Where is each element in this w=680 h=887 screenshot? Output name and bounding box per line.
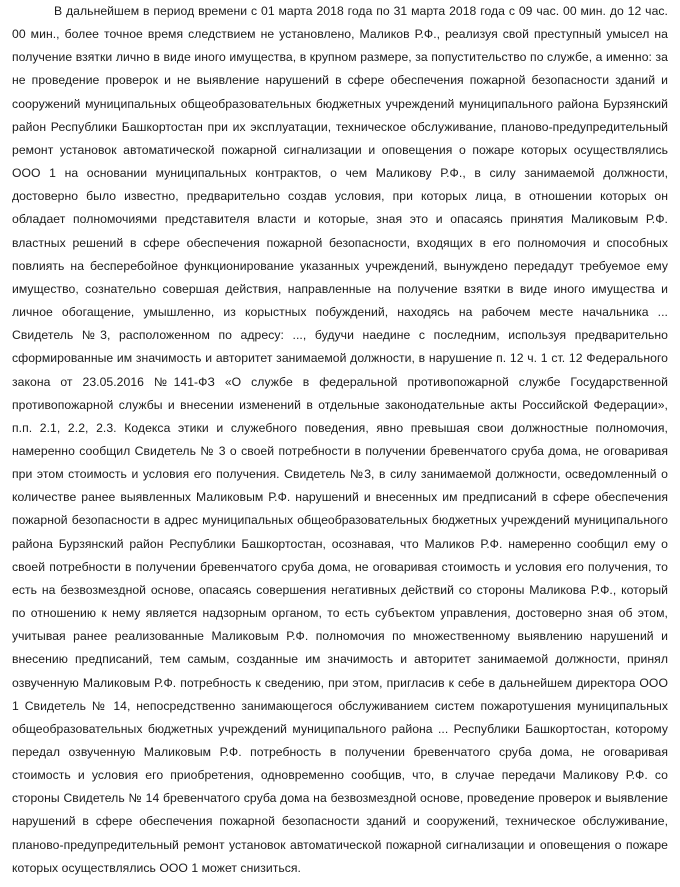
document-paragraph: В дальнейшем в период времени с 01 марта 2018 года по 31 марта 2018 года с 09 час. 00 мин. до 12 час. 00 мин., более точное время следствием не установлено, Маликов Р.Ф., реализуя свой преступный умысел на получение взятки лично в виде иного имущества, в крупном размере, за попустительство по службе, а именно: за не проведение проверок и не выявление нарушений в сфере обеспечения пожарной безопасности зданий и сооружений муниципальных общеобразовательных бюджетных учреждений муниципального района Бурзянский район Республики Башкортостан при их эксплуатации, техническое обслуживание, планово-предупредительный ремонт установок автоматической пожарной сигнализации и оповещения о пожаре которых осуществлялись ООО 1 на основании муниципальных контрактов, о чем Маликову Р.Ф., в силу занимаемой должности, достоверно было известно, предварительно создав условия, при которых лица, в отношении которых он обладает полномочиями представителя власти и которые, зная это и опасаясь принятия Маликовым Р.Ф. властных решений в сфере обеспечения пожарной безопасности, входящих в его полномочия и способных повлиять на бесперебойное функционирование указанных учреждений, вынуждено передадут требуемое ему имущество, сознательно совершая действия, направленные на получение взятки в виде иного имущества и личное обогащение, умышленно, из корыстных побуждений, находясь на рабочем месте начальника ... Свидетель №3, расположенном по адресу: ..., будучи наедине с последним, используя предварительно сформированные им значимость и авторитет занимаемой должности, в нарушение п. 12 ч. 1 ст. 12 Федерального закона от 23.05.2016 №141-ФЗ «О службе в федеральной противопожарной службе Государственной противопожарной службы и внесении изменений в отдельные законодательные акты Российской Федерации», п.п. 2.1, 2.2, 2.3. Кодекса этики и служебного поведения, явно превышая свои должностные полномочия, намеренно сообщил Свидетель № 3 о своей потребности в получении бревенчатого сруба дома, не оговаривая при этом стоимость и условия его получения. Свидетель №3, в силу занимаемой должности, осведомленный о количестве ранее выявленных Маликовым Р.Ф. нарушений и внесенных им предписаний в сфере обеспечения пожарной безопасности в адрес муниципальных общеобразовательных бюджетных учреждений муниципального района Бурзянский район Республики Башкортостан, осознавая, что Маликов Р.Ф. намеренно сообщил ему о своей потребности в получении бревенчатого сруба дома, не оговаривая стоимость и условия его получения, то есть на безвозмездной основе, опасаясь совершения негативных действий со стороны Маликова Р.Ф., который по отношению к нему является надзорным органом, то есть субъектом управления, достоверно зная об этом, учитывая ранее реализованные Маликовым Р.Ф. полномочия по множественному выявлению нарушений и внесению предписаний, тем самым, созданные им значимость и авторитет занимаемой должности, принял озвученную Маликовым Р.Ф. потребность к сведению, при этом, пригласив к себе в дальнейшем директора ООО 1 Свидетель № 14, непосредственно занимающегося обслуживанием систем пожаротушения муниципальных общеобразовательных бюджетных учреждений муниципального района ... Республики Башкортостан, которому передал озвученную Маликовым Р.Ф. потребность в получении бревенчатого сруба дома, не оговаривая стоимость и условия его приобретения, одновременно сообщив, что, в случае передачи Маликову Р.Ф. со стороны Свидетель № 14 бревенчатого сруба дома на безвозмездной основе, проведение проверок и выявление нарушений в сфере обеспечения пожарной безопасности зданий и сооружений, техническое обслуживание, планово-предупредительный ремонт установок автоматической пожарной сигнализации и оповещения о пожаре которых осуществлялись ООО 1 может снизиться. — [12, 4, 668, 875]
document-page — [12, 0, 668, 880]
